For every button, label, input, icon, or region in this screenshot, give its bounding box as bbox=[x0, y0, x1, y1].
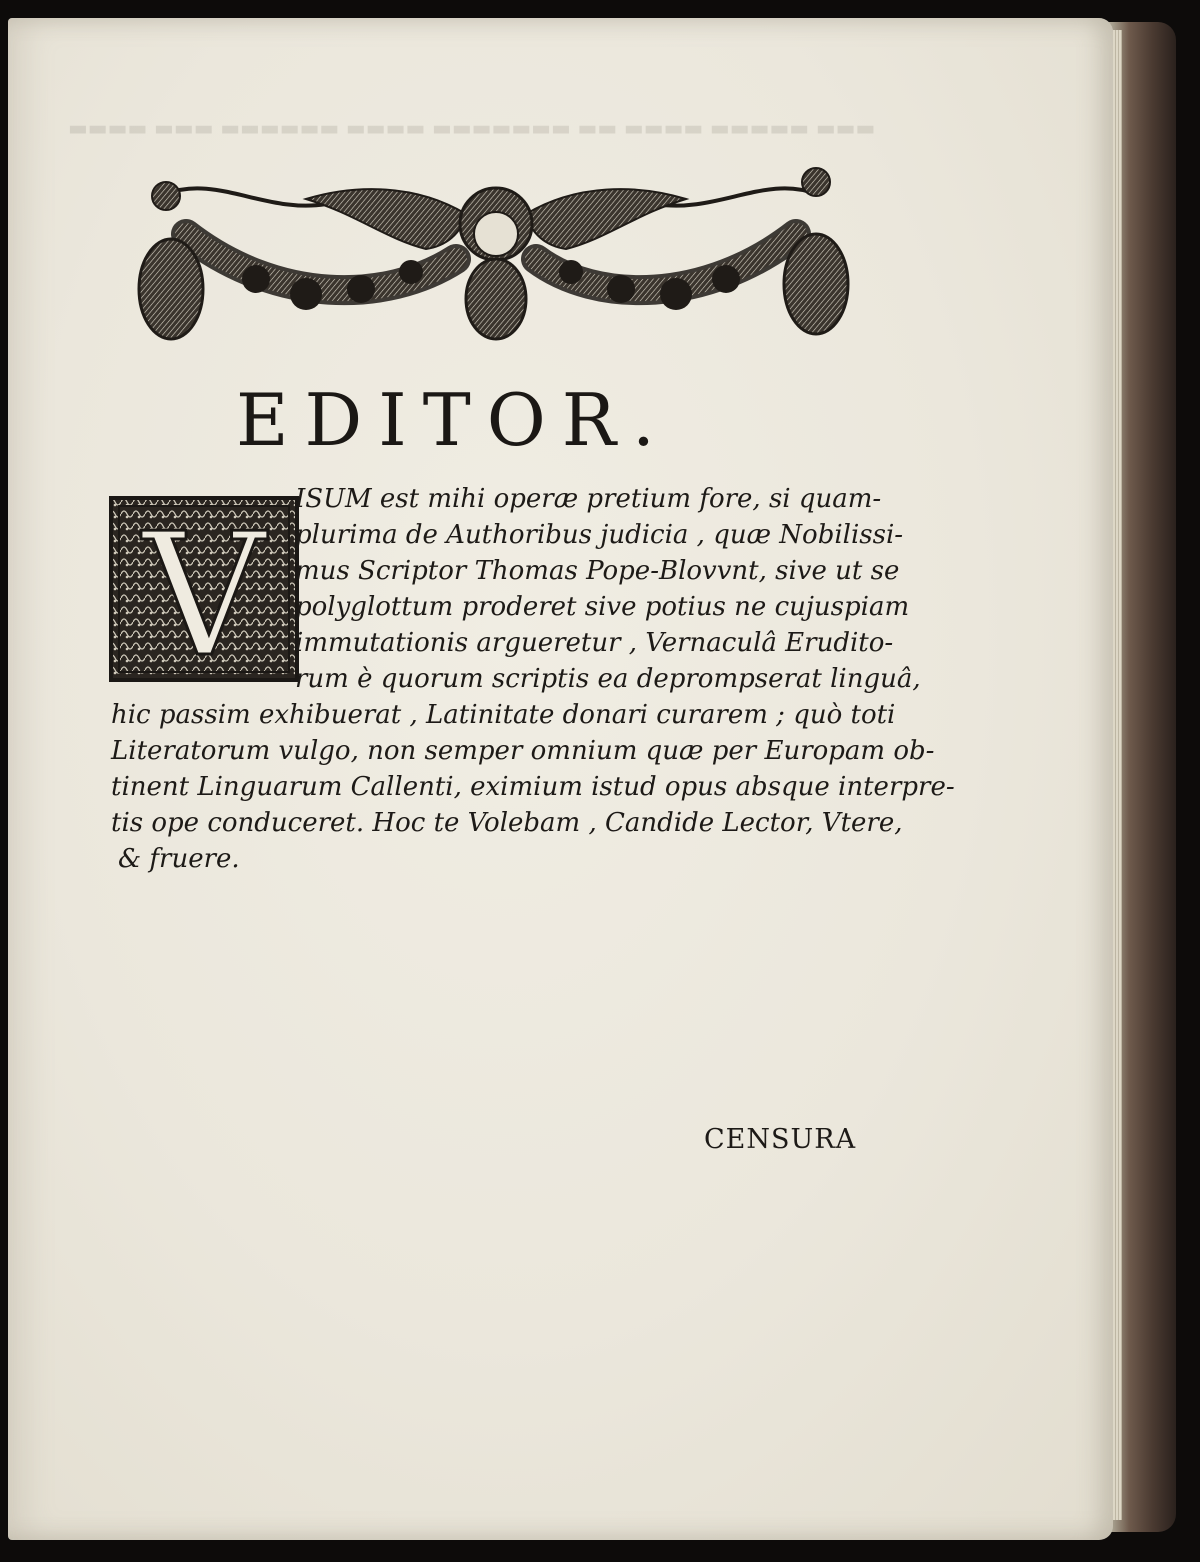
text-line: ISUM est mihi operæ pretium fore, si quam- bbox=[295, 484, 882, 514]
text-line: immutationis argueretur , Vernaculâ Erudito- bbox=[295, 628, 894, 658]
drop-cap-letter: V bbox=[142, 497, 266, 682]
catchword: CENSURA bbox=[704, 1124, 857, 1155]
text-line: tis ope conduceret. Hoc te Volebam , Candide Lector, Vtere, bbox=[111, 808, 903, 838]
text-line: rum è quorum scriptis ea deprompserat linguâ, bbox=[295, 664, 921, 694]
text-line: mus Scriptor Thomas Pope-Blovvnt, sive ut se bbox=[295, 556, 900, 586]
text-line: & fruere. bbox=[118, 844, 240, 874]
text-line: Literatorum vulgo, non semper omnium quæ per Europam ob- bbox=[111, 736, 935, 766]
text-line: hic passim exhibuerat , Latinitate donari curarem ; quò toti bbox=[111, 700, 896, 730]
text-line: polyglottum proderet sive potius ne cujuspiam bbox=[295, 592, 910, 622]
text-line: tinent Linguarum Callenti, eximium istud opus absque interpre- bbox=[111, 772, 955, 802]
book-page bbox=[8, 18, 1113, 1540]
show-through: ▬▬▬ ▬▬▬▬▬ ▬▬▬▬ ▬▬ ▬▬▬▬▬▬▬ ▬▬▬▬ ▬▬▬▬▬▬ ▬▬▬ ▬▬▬▬ bbox=[68, 116, 876, 140]
text-line: plurima de Authoribus judicia , quæ Nobilissi- bbox=[295, 520, 904, 550]
cherub-garland-headpiece-icon bbox=[126, 154, 858, 350]
page-heading: EDITOR. bbox=[236, 378, 671, 462]
floral-initial-icon bbox=[109, 496, 299, 682]
